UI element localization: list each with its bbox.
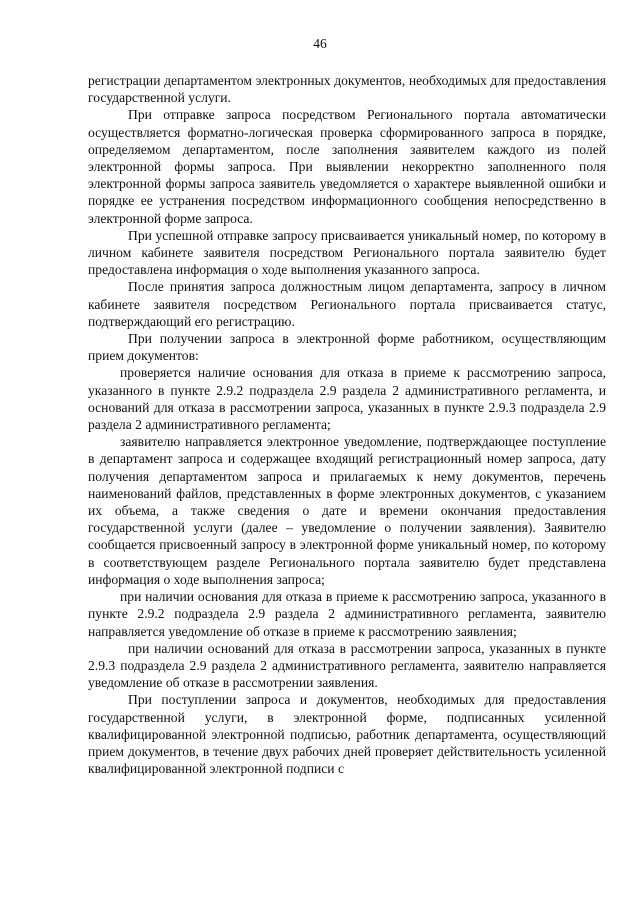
paragraph-qualified-signature: При поступлении запроса и документов, необходимых для предоставления государственной услуги, в электронной форме, подписанных усиленной квалифицированной электронной подписью, работник департамента, осуществляющий прием документов, в течение двух рабочих дней проверяет действительность усиленной квалифицированной электронной подписи с <box>88 692 606 777</box>
list-item-check-grounds: проверяется наличие основания для отказа в приеме к рассмотрению запроса, указанного в пункте 2.9.2 подраздела 2.9 раздела 2 административного регламента, и оснований для отказа в рассмотрении запроса, указанных в пункте 2.9.3 подраздела 2.9 раздела 2 административного регламента; <box>88 365 606 433</box>
paragraph-receipt-intro: При получении запроса в электронной форме работником, осуществляющим прием документов: <box>88 331 606 364</box>
page-number: 46 <box>313 36 327 51</box>
paragraph-unique-number: При успешной отправке запросу присваивается уникальный номер, по которому в личном кабинете заявителя посредством Регионального портала заявителю будет предоставлена информация о ходе выполнения указанного запроса. <box>88 227 606 278</box>
list-item-refusal-acceptance: при наличии основания для отказа в приеме к рассмотрению запроса, указанного в пункте 2.9.2 подраздела 2.9 раздела 2 административного регламента, заявителю направляется уведомление об отказе в приеме к рассмотрению заявления; <box>88 589 606 639</box>
paragraph-registration-status: После принятия запроса должностным лицом департамента, запросу в личном кабинете заявителя посредством Регионального портала присваивается статус, подтверждающий его регистрацию. <box>88 279 606 329</box>
list-item-refusal-consideration: при наличии оснований для отказа в рассмотрении запроса, указанных в пункте 2.9.3 подраздела 2.9 раздела 2 административного регламента, заявителю направляется уведомление об отказе в рассмотрении заявления. <box>88 640 606 691</box>
list-item-electronic-notice: заявителю направляется электронное уведомление, подтверждающее поступление в департамент запроса и содержащее входящий регистрационный номер запроса, дату получения департаментом запроса и прилагаемых к нему документов, перечень наименований файлов, представленных в форме электронных документов, с указанием их объема, а также сведения о дате и времени окончания предоставления государственной услуги (далее – уведомление о получении заявления). Заявителю сообщается присвоенный запросу в электронной форме уникальный номер, по которому в соответствующем разделе Регионального портала заявителю будет представлена информация о ходе выполнения запроса; <box>88 434 606 587</box>
paragraph-continuation: регистрации департаментом электронных документов, необходимых для предоставления государственной услуги. <box>88 73 606 106</box>
document-body <box>88 72 606 777</box>
paragraph-format-logical-check: При отправке запроса посредством Регионального портала автоматически осуществляется форматно-логическая проверка сформированного запроса в порядке, определяемом департаментом, после заполнения заявителем каждого из полей электронной формы запроса. При выявлении некорректно заполненного поля электронной формы запроса заявитель уведомляется о характере выявленной ошибки и порядке ее устранения посредством информационного сообщения непосредственно в электронной форме запроса. <box>88 107 606 226</box>
